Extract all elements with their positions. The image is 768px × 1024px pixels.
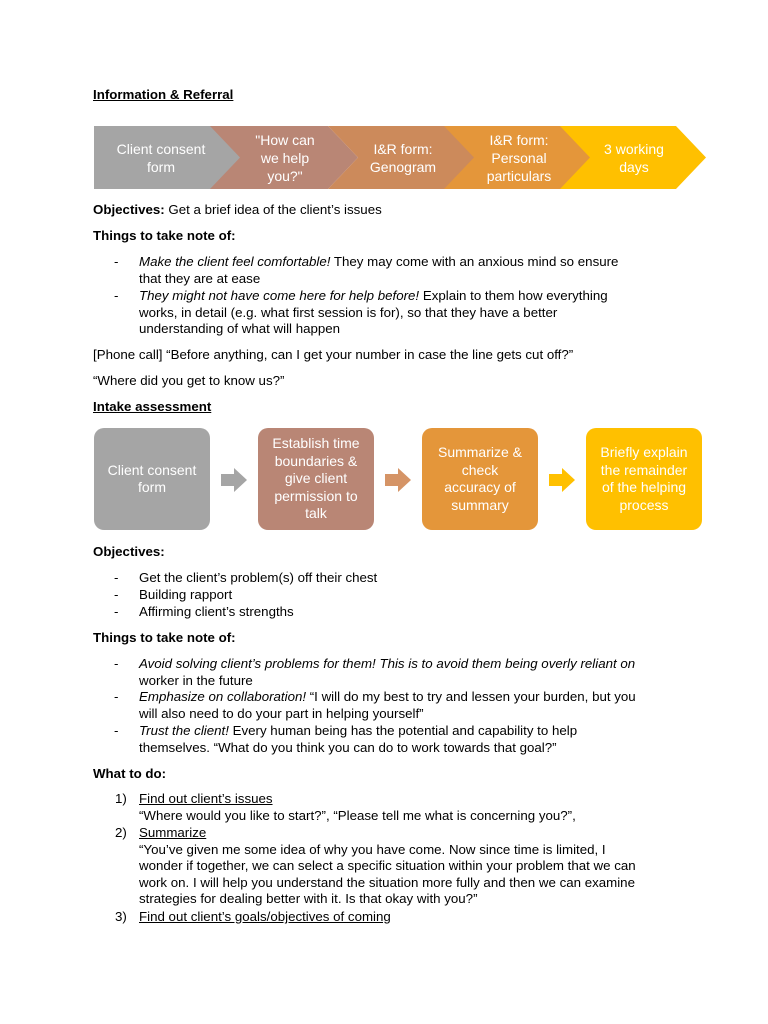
objectives-line (93, 202, 382, 219)
list-item: Avoid solving client’s problems for them! This is to avoid them being overly reliant on worker in the future (139, 656, 636, 688)
list-dash: - (114, 723, 119, 738)
objectives-text: Get a brief idea of the client’s issues (164, 202, 382, 217)
arrow-right-icon (385, 468, 411, 492)
flow-step-label: "How can we help you?" (255, 131, 315, 184)
intake-step-establish-boundaries: Establish time boundaries & give client permission to talk (258, 428, 374, 530)
intake-step-explain-process: Briefly explain the remainder of the helping process (586, 428, 702, 530)
notes-heading: Things to take note of: (93, 228, 236, 243)
intake-step-summarize: Summarize & check accuracy of summary (422, 428, 538, 530)
objectives-heading: Objectives: (93, 544, 165, 559)
arrow-right-icon (549, 468, 575, 492)
flow-step-label: I&R form: Personal particulars (486, 131, 552, 184)
section-title-intake-assessment: Intake assessment (93, 399, 212, 414)
list-item: Affirming client’s strengths (139, 604, 294, 619)
list-item: Make the client feel comfortable! They may come with an anxious mind so ensure that they are at ease (139, 254, 619, 286)
arrow-right-icon (221, 468, 247, 492)
list-number: 3) (115, 909, 127, 924)
what-to-do-heading: What to do: (93, 766, 167, 781)
todo-item: Find out client’s goals/objectives of coming (139, 909, 391, 924)
list-number: 1) (115, 791, 127, 806)
todo-item: Summarize “You’ve given me some idea of why you have come. Now since time is limited, I wonder if together, we can select a specific situation within your problem that we can work on. I will help you understand the situation more fully and then we can examine strategies for dealing better with it. Is that okay with you?” (139, 825, 636, 906)
list-item: They might not have come here for help before! Explain to them how everything works, in detail (e.g. what first session is for), so that they have a better understanding of what will happen (139, 288, 608, 336)
list-dash: - (114, 587, 119, 602)
list-dash: - (114, 254, 119, 269)
list-dash: - (114, 656, 119, 671)
list-dash: - (114, 288, 119, 303)
list-item: Get the client’s problem(s) off their chest (139, 570, 378, 585)
list-dash: - (114, 570, 119, 585)
notes-heading: Things to take note of: (93, 630, 236, 645)
flow-step-label: I&R form: Genogram (369, 140, 437, 175)
list-dash: - (114, 689, 119, 704)
list-item: Building rapport (139, 587, 233, 602)
intake-step-client-consent: Client consent form (94, 428, 210, 530)
list-dash: - (114, 604, 119, 619)
list-item: Emphasize on collaboration! “I will do my best to try and lessen your burden, but you will also need to do your part in helping yourself” (139, 689, 636, 721)
where-text: “Where did you get to know us?” (93, 373, 285, 388)
flow-step-label: 3 working days (604, 140, 664, 175)
list-item: Trust the client! Every human being has the potential and capability to help themselves. “What do you think you can do to work towards that goal?” (139, 723, 578, 755)
section-title-information-referral: Information & Referral (93, 87, 234, 102)
todo-item: Find out client’s issues “Where would you like to start?”, “Please tell me what is concerning you?”, (139, 791, 576, 823)
flow-step-label: Client consent form (116, 140, 206, 175)
objectives-label: Objectives: (93, 202, 165, 217)
list-number: 2) (115, 825, 127, 840)
phone-call-text: [Phone call] “Before anything, can I get your number in case the line gets cut off?” (93, 347, 574, 362)
flow-step-working-days (560, 126, 706, 189)
